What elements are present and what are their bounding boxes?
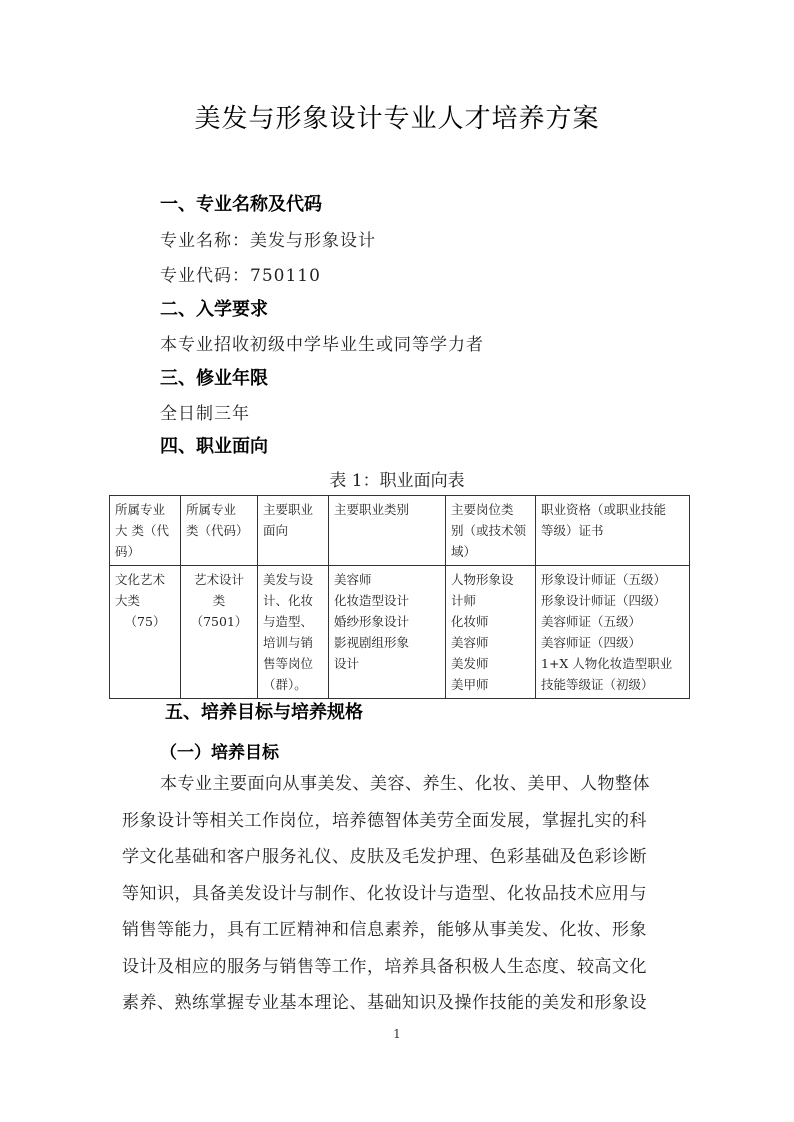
cell-post-category: 人物形象设 计师 化妆师 美容师 美发师 美甲师 xyxy=(446,566,536,699)
page-number: 1 xyxy=(393,1027,401,1041)
paragraph-line: 本专业主要面向从事美发、美容、养生、化妆、美甲、人物整体 xyxy=(160,774,650,794)
paragraph-line: 形象设计等相关工作岗位，培养德智体美劳全面发展，掌握扎实的科 xyxy=(122,810,647,831)
table-caption: 表 1：职业面向表 xyxy=(329,471,465,491)
major-name-line: 专业名称：美发与形象设计 xyxy=(160,231,376,251)
header-cell-major-class: 所属专业 类（代码） xyxy=(181,496,258,566)
major-code-line: 专业代码：750110 xyxy=(160,266,321,286)
cell-occupation-category: 美容师 化妆造型设计 婚纱形象设计 影视剧组形象 设计 xyxy=(329,566,446,699)
paragraph-line: 学文化基础和客户服务礼仪、皮肤及毛发护理、色彩基础及色彩诊断 xyxy=(122,847,647,867)
header-cell-occupation-category: 主要职业类别 xyxy=(329,496,446,566)
cell-certificates: 形象设计师证（五级） 形象设计师证（四级） 美容师证（五级） 美容师证（四级） 1+X 人物化妆造型职业 技能等级证（初级） xyxy=(536,566,690,699)
section-heading-4: 四、职业面向 xyxy=(160,436,268,457)
study-years-text: 全日制三年 xyxy=(160,404,250,424)
paragraph-line: 等知识，具备美发设计与制作、化妆设计与造型、化妆品技术应用与 xyxy=(122,883,647,904)
sub-heading-goals: （一）培养目标 xyxy=(160,743,279,763)
table-header-row xyxy=(110,496,690,566)
document-title: 美发与形象设计专业人才培养方案 xyxy=(194,104,600,134)
header-cell-major-category: 所属专业 大 类（代 码） xyxy=(110,496,181,566)
paragraph-line: 设计及相应的服务与销售等工作，培养具备积极人生态度、较高文化 xyxy=(122,956,647,977)
header-cell-post-category: 主要岗位类 别（或技术领 域） xyxy=(446,496,536,566)
section-heading-1: 一、专业名称及代码 xyxy=(160,194,322,215)
section-heading-2: 二、入学要求 xyxy=(160,299,268,320)
cell-career-orientation: 美发与设 计、化妆 与造型、 培训与销 售等岗位 （群）。 xyxy=(258,566,329,699)
paragraph-line: 销售等能力，具有工匠精神和信息素养，能够从事美发、化妆、形象 xyxy=(122,920,647,940)
section-heading-5: 五、培养目标与培养规格 xyxy=(165,702,363,723)
section-heading-3: 三、修业年限 xyxy=(160,368,268,389)
table-row xyxy=(110,566,690,699)
cell-major-category: 文化艺术 大类 （75） xyxy=(110,566,181,699)
goals-paragraph xyxy=(122,766,692,1022)
header-cell-career-orientation: 主要职业 面向 xyxy=(258,496,329,566)
header-cell-certificates: 职业资格（或职业技能 等级）证书 xyxy=(536,496,690,566)
career-table xyxy=(109,495,690,699)
paragraph-line: 素养、熟练掌握专业基本理论、基础知识及操作技能的美发和形象设 xyxy=(122,993,647,1013)
cell-major-class: 艺术设计 类 （7501） xyxy=(181,566,258,699)
admission-text: 本专业招收初级中学毕业生或同等学力者 xyxy=(160,335,484,355)
